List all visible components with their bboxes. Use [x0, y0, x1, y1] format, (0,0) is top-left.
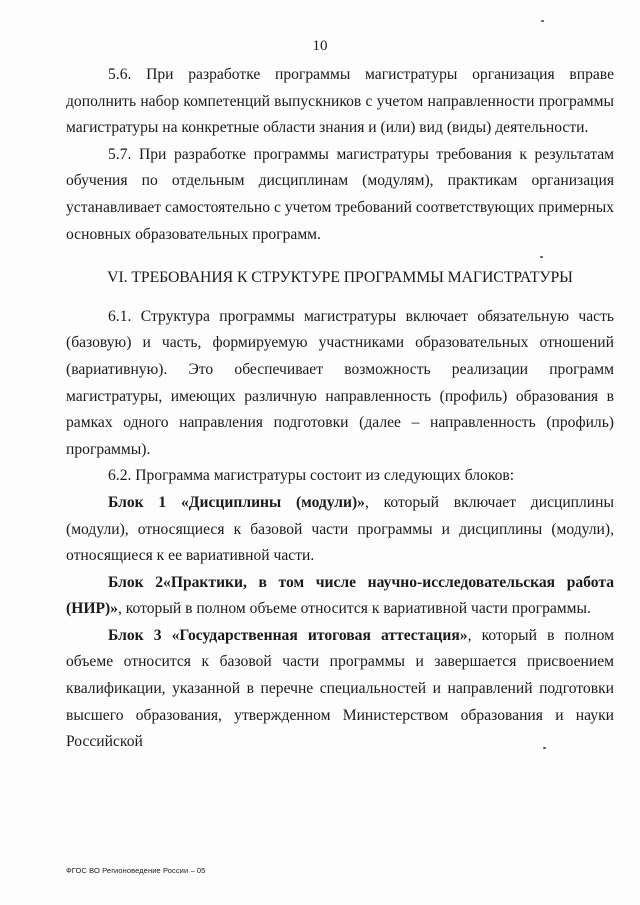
block-2-text: , который в полном объеме относится к вариативной части программы.	[117, 600, 591, 618]
document-body	[66, 62, 614, 756]
block-3-text: , который в полном объеме относится к базовой части программы и завершается присвоением квалификации, указанной в перечне специальностей и направлений подготовки высшего образования, утвержденном Министерством образования и науки Российской	[66, 626, 614, 751]
block-3-paragraph	[66, 623, 614, 756]
block-2-paragraph	[66, 570, 614, 623]
footer-note: ФГОС ВО Регионоведение России – 05	[66, 866, 206, 875]
paragraph-6-2: 6.2. Программа магистратуры состоит из следующих блоков:	[108, 467, 515, 485]
block-3-title: Блок 3 «Государственная итоговая аттестация»	[108, 626, 468, 644]
block-1-paragraph	[66, 490, 614, 570]
paragraph-6-1: 6.1. Структура программы магистратуры включает обязательную часть (базовую) и часть, формируемую участниками образовательных отношений (вариативную). Это обеспечивает возможность реализации программ магистратуры, имеющих различную направленность (профиль) образования в рамках одного направления подготовки (далее – направленность (профиль) программы).	[66, 307, 614, 458]
scan-speck	[541, 20, 544, 22]
page-number: 10	[312, 38, 328, 54]
paragraph-5-6: 5.6. При разработке программы магистратуры организация вправе дополнить набор компетенций выпускников с учетом направленности программы магистратуры на конкретные области знания и (или) вид (виды) деятельности.	[66, 66, 614, 137]
block-1-text: , который включает дисциплины (модули), относящиеся к базовой части программы и дисциплины (модули), относящиеся к ее вариативной части.	[66, 493, 614, 565]
scan-speck	[540, 256, 543, 258]
paragraph-5-7: 5.7. При разработке программы магистратуры требования к результатам обучения по отдельным дисциплинам (модулям), практикам организация устанавливает самостоятельно с учетом требований соответствующих примерных основных образовательных программ.	[66, 145, 614, 243]
block-1-title: Блок 1 «Дисциплины (модули)»	[108, 493, 365, 511]
block-2-title: Блок 2«Практики, в том числе научно-исследовательская работа (НИР)»	[66, 573, 614, 618]
scan-speck	[543, 747, 546, 749]
section-heading-6: VI. ТРЕБОВАНИЯ К СТРУКТУРЕ ПРОГРАММЫ МАГИСТРАТУРЫ	[107, 269, 573, 287]
